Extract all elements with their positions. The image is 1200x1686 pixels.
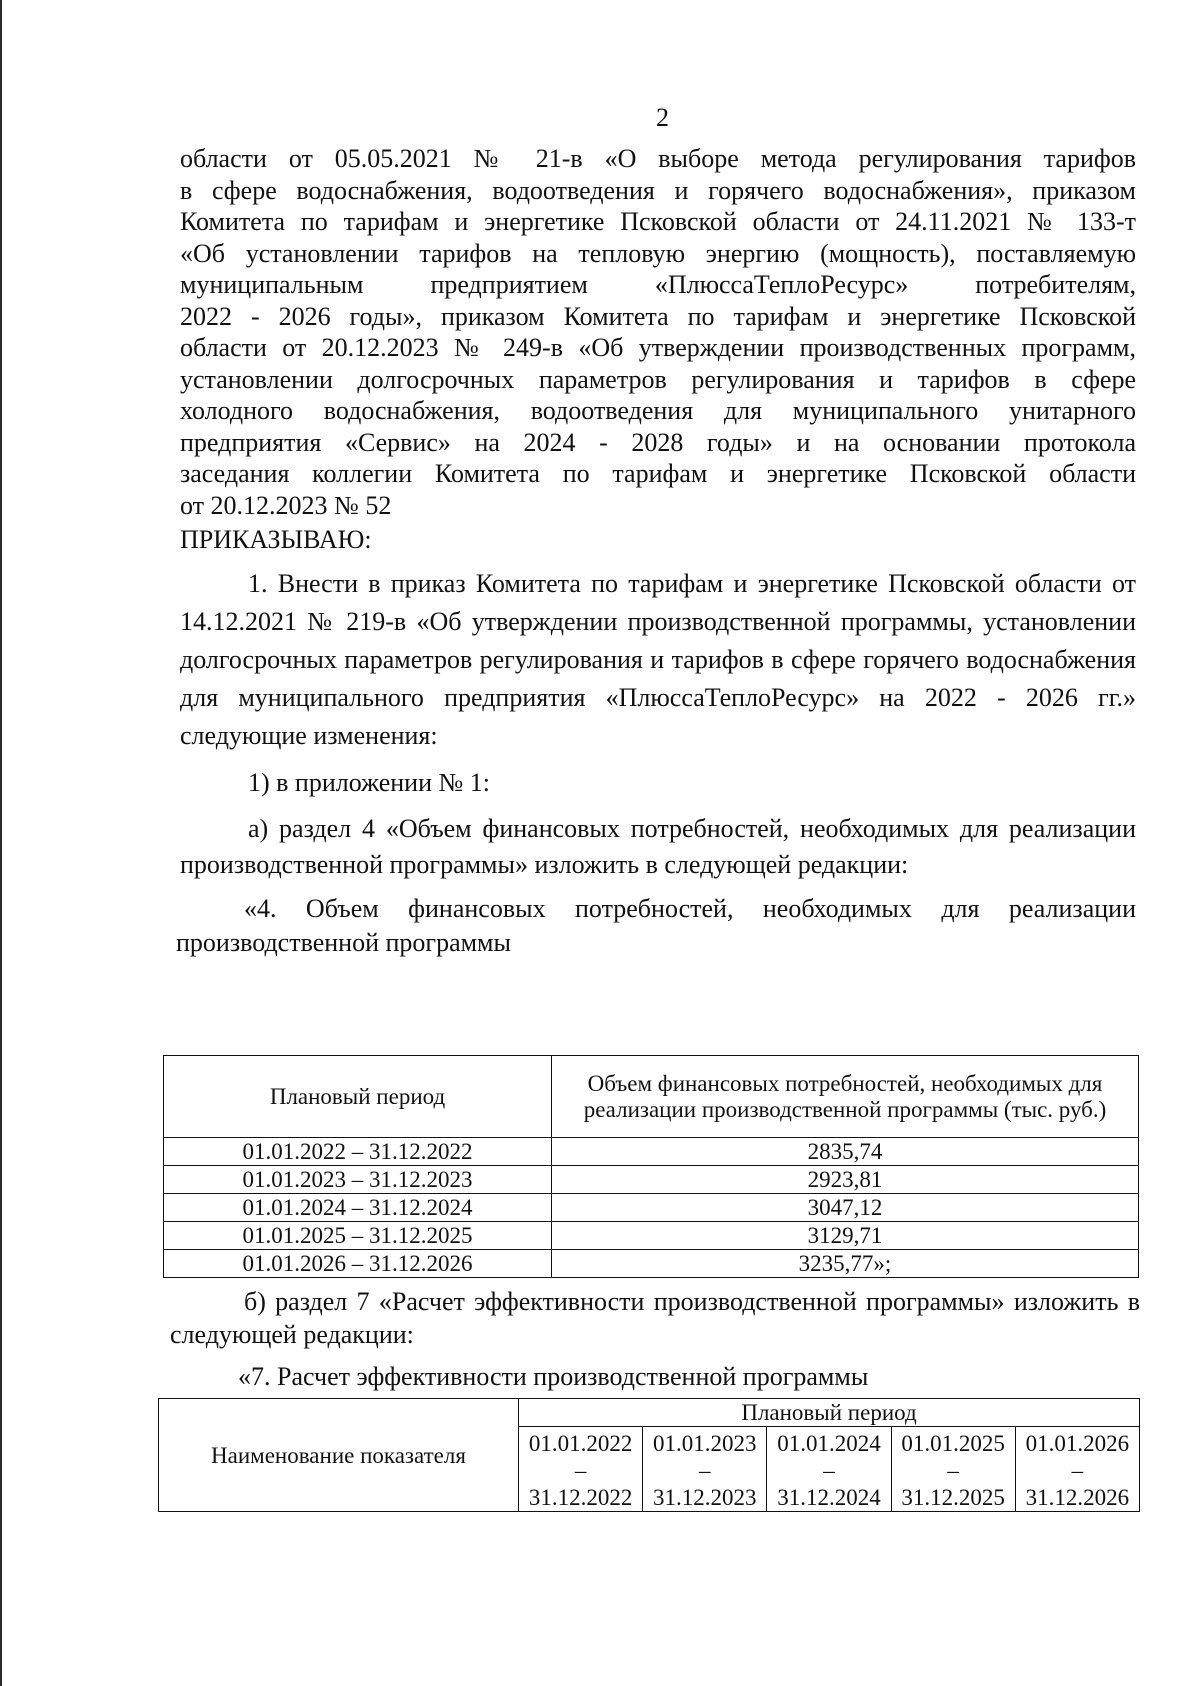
period-dash: – [947, 1458, 959, 1483]
value-cell: 3129,71 [552, 1222, 1139, 1250]
document-tail [170, 1285, 1140, 1393]
value-cell: 3047,12 [552, 1194, 1139, 1222]
header-planned-period: Плановый период [164, 1056, 552, 1138]
intro-line: в сфере водоснабжения, водоотведения и горячего водоснабжения», приказом [180, 175, 1136, 205]
period-cell: 01.01.2022 – 31.12.2022 [164, 1138, 552, 1166]
period-to: 31.12.2024 [777, 1485, 881, 1510]
intro-line: предприятия «Сервис» на 2024 - 2028 годы» и на основании протокола [180, 427, 1136, 457]
period-cell: 01.01.2024 – 31.12.2024 [164, 1194, 552, 1222]
period-dash: – [699, 1458, 711, 1483]
value-cell: 2835,74 [552, 1138, 1139, 1166]
page-number: 2 [656, 103, 669, 132]
table-row [164, 1222, 1139, 1250]
period-column [1015, 1427, 1139, 1512]
period-dash: – [574, 1458, 587, 1483]
intro-paragraph [180, 143, 1136, 521]
intro-line: Комитета по тарифам и энергетике Псковской области от 24.11.2021 № 133-т [180, 207, 1136, 236]
finance-table [163, 1055, 1139, 1278]
document-body [176, 143, 1136, 960]
intro-line: холодного водоснабжения, водоотведения для муниципального унитарного [180, 396, 1136, 425]
period-cell: 01.01.2025 – 31.12.2025 [164, 1222, 552, 1250]
period-from: 01.01.2025 [901, 1431, 1005, 1456]
intro-line: области от 20.12.2023 № 249-в «Об утверждении производственных программ, [180, 333, 1136, 362]
intro-line: установлении долгосрочных параметров регулирования и тарифов в сфере [180, 364, 1136, 394]
period-to: 31.12.2025 [901, 1485, 1005, 1510]
period-from: 01.01.2024 [777, 1431, 881, 1456]
period-from: 01.01.2022 [528, 1431, 633, 1456]
intro-line: муниципальным предприятием «ПлюссаТеплоРесурс» потребителям, [180, 270, 1136, 299]
period-to: 31.12.2023 [653, 1485, 757, 1510]
period-dash: – [823, 1458, 835, 1483]
period-to: 31.12.2026 [1025, 1485, 1130, 1510]
sub-item-1: 1) в приложении № 1: [248, 767, 491, 797]
table-row [164, 1194, 1139, 1222]
sub-item-a: а) раздел 4 «Объем финансовых потребностей, необходимых для реализации производственной программы» изложить в следующей редакции: [180, 813, 1136, 879]
period-cell: 01.01.2026 – 31.12.2026 [164, 1250, 552, 1278]
period-from: 01.01.2026 [1025, 1431, 1130, 1456]
period-dash: – [1071, 1458, 1084, 1483]
header-planned-period: Плановый период [519, 1399, 1140, 1427]
table-row [164, 1250, 1139, 1278]
period-from: 01.01.2023 [653, 1431, 757, 1456]
table-row [164, 1166, 1139, 1194]
section-7-title: «7. Расчет эффективности производственной программы [238, 1362, 869, 1391]
table-row [164, 1138, 1139, 1166]
intro-line: 2022 - 2026 годы», приказом Комитета по тарифам и энергетике Псковской [180, 301, 1136, 331]
period-column [519, 1427, 643, 1512]
intro-line: от 20.12.2023 № 52 [180, 490, 392, 520]
header-indicator-name: Наименование показателя [159, 1399, 519, 1512]
period-to: 31.12.2022 [528, 1485, 633, 1510]
value-cell: 2923,81 [552, 1166, 1139, 1194]
period-column [643, 1427, 767, 1512]
order-word: ПРИКАЗЫВАЮ: [180, 525, 372, 554]
sub-item-b: б) раздел 7 «Расчет эффективности производственной программы» изложить в следующей редакции: [170, 1287, 1140, 1349]
item-1-paragraph: 1. Внести в приказ Комитета по тарифам и энергетике Псковской области от 14.12.2021 № 219-в «Об утверждении производственной программы, установлении долгосрочных параметров регулирования и тарифов в сфере горячего водоснабжения для муниципального предприятия «ПлюссаТеплоРесурс» на 2022 - 2026 гг.» следующие изменения: [180, 568, 1136, 750]
period-column [767, 1427, 891, 1512]
efficiency-table [158, 1398, 1140, 1512]
period-cell: 01.01.2023 – 31.12.2023 [164, 1166, 552, 1194]
header-financial-volume: Объем финансовых потребностей, необходимых для реализации производственной программы (тыс. руб.) [552, 1056, 1139, 1138]
scan-edge [0, 0, 4, 1686]
intro-line: заседания коллегии Комитета по тарифам и энергетике Псковской области [180, 459, 1136, 488]
value-cell: 3235,77»; [552, 1250, 1139, 1278]
section-4-title: «4. Объем финансовых потребностей, необходимых для реализации производственной программы [176, 893, 1136, 957]
intro-line: области от 05.05.2021 № 21-в «О выборе метода регулирования тарифов [180, 144, 1136, 173]
intro-line: «Об установлении тарифов на тепловую энергию (мощность), поставляемую [180, 238, 1136, 268]
period-column [891, 1427, 1015, 1512]
